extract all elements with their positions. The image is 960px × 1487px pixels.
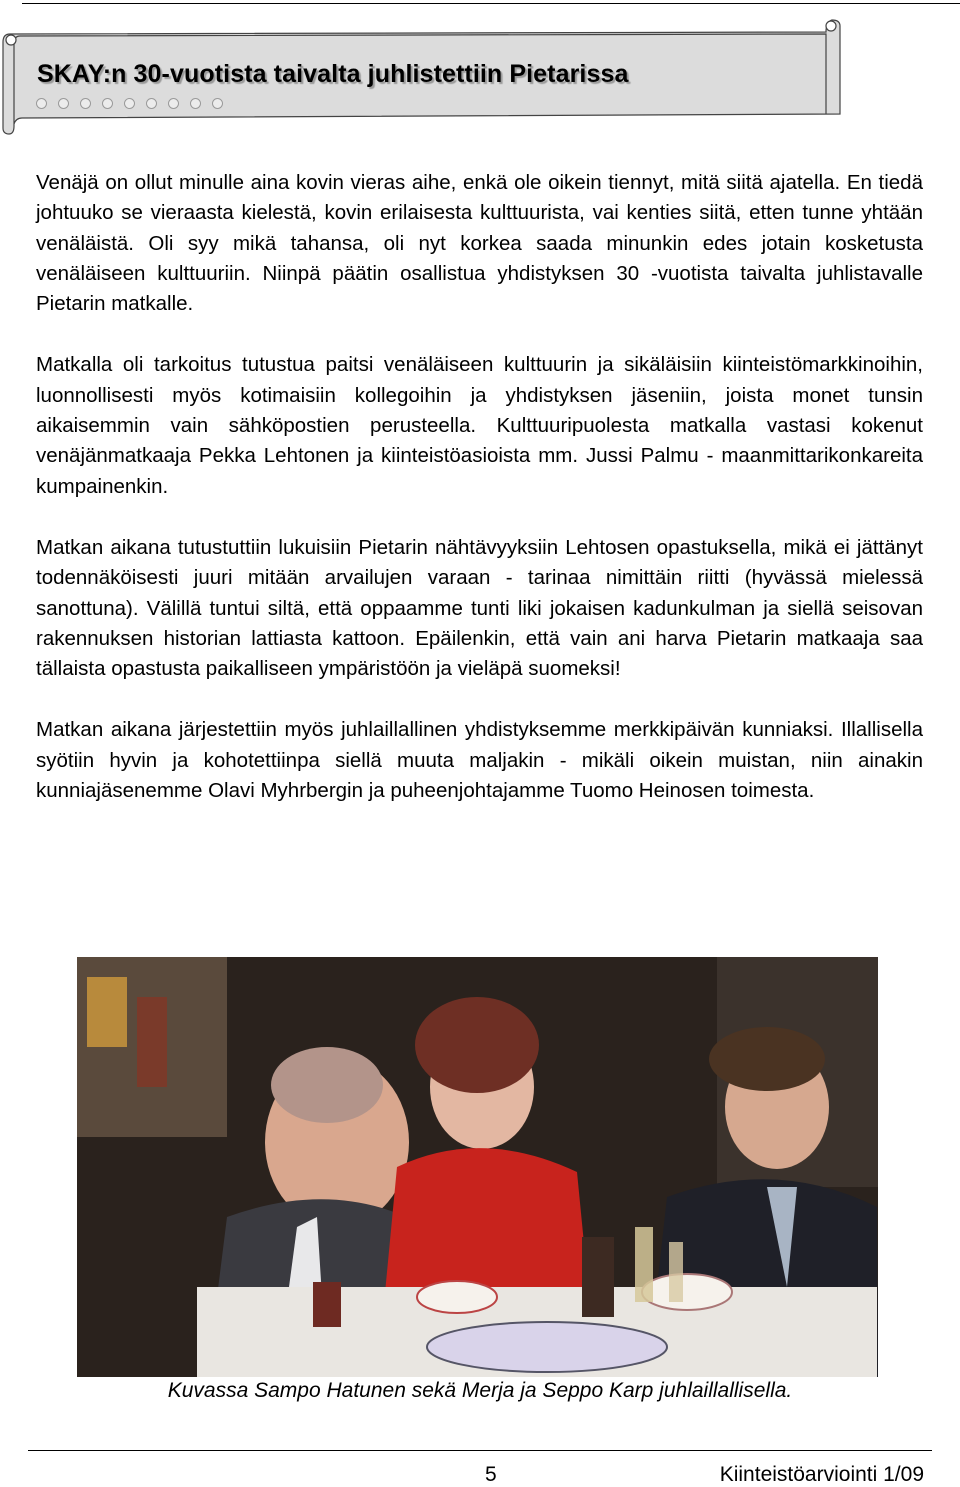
photo-caption: Kuvassa Sampo Hatunen sekä Merja ja Seppo Karp juhlaillallisella.	[167, 1379, 793, 1402]
title-ornament-dots	[36, 96, 234, 108]
paragraph-1: Venäjä on ollut minulle aina kovin vieras aihe, enkä ole oikein tiennyt, mitä siitä ajatella. En tiedä johtuuko se vieraasta kielestä, kovin erilaisesta kulttuurista, vai kenties siitä, etten tunne yhtään venäläistä. Oli syy mikä tahansa, oli nyt korkea saada minunkin edes jotain kosketusta venäläiseen kulttuuriin. Niinpä päätin osallistua yhdistyksen 30 -vuotista taivalta juhlistavalle Pietarin matkalle.	[36, 171, 923, 316]
dinner-photo	[77, 957, 878, 1377]
publication-name: Kiinteistöarviointi 1/09	[719, 1463, 924, 1486]
article-body	[36, 168, 923, 837]
paragraph-4: Matkan aikana järjestettiin myös juhlaillallinen yhdistyksemme merkkipäivän kunniaksi. Illallisella syötiin hyvin ja kohotettiinpa siellä muuta maljakin - mikäli oikein muistan, niin ainakin kunniajäsenemme Olavi Myhrbergin ja puheenjohtajamme Tuomo Heinosen toimesta.	[36, 718, 923, 803]
article-title: SKAY:n 30-vuotista taivalta juhlistettiin Pietarissa	[37, 60, 629, 88]
paragraph-3: Matkan aikana tutustuttiin lukuisiin Pietarin nähtävyyksiin Lehtosen opastuksella, mikä ei jättänyt todennäköisesti juuri mitään arvailujen varaan - tarinaa nimittäin riitti (hyvässä mielessä sanottuna). Välillä tuntui siltä, että oppaamme tunti liki jokaisen kadunkulman ja siellä seisovan rakennuksen historian lattiasta kattoon. Epäilenkin, että vain ani harva Pietarin matkaaja saa tällaista opastusta paikalliseen ympäristöön ja vieläpä suomeksi!	[36, 535, 923, 681]
page-number: 5	[485, 1463, 497, 1486]
paragraph-2: Matkalla oli tarkoitus tutustua paitsi venäläiseen kulttuurin ja sikäläisiin kiinteistömarkkinoihin, luonnollisesti myös kotimaisiin kollegoihin ja yhdistyksen jäseniin, joista monet tunsin aikaisemmin vain sähköpostien perusteella. Kulttuuripuolesta matkalla vastasi kokenut venäjänmatkaaja Pekka Lehtonen ja kiinteistöasioista mm. Jussi Palmu - maanmittarikonkareita kumpainenkin.	[36, 353, 923, 498]
top-rule	[22, 3, 960, 4]
dinner-photo-illustration	[77, 957, 878, 1377]
footer-rule	[28, 1450, 932, 1451]
